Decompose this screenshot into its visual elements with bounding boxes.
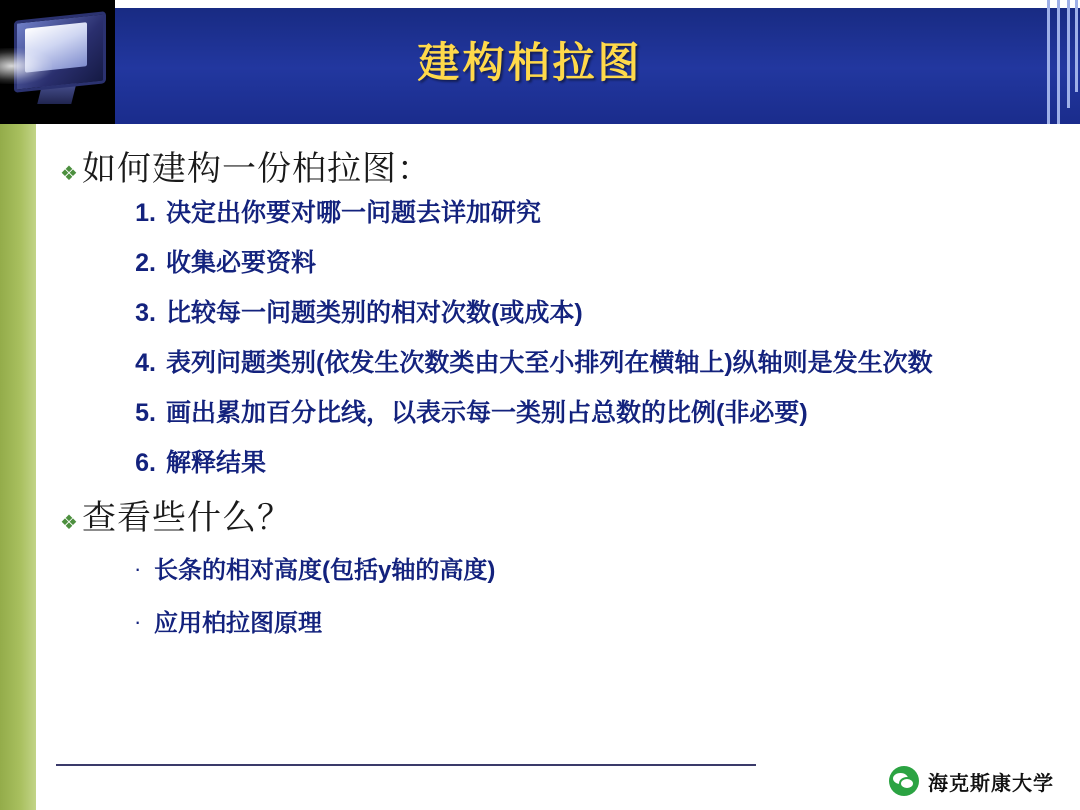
diamond-bullet-icon: ❖: [60, 511, 78, 534]
header-decoration-bars: [1040, 0, 1080, 124]
diamond-bullet-icon: ❖: [60, 163, 78, 185]
dash-list: [134, 555, 1056, 639]
list-item-label: 收集必要资料: [166, 248, 317, 277]
list-item-number: 1.: [135, 198, 156, 227]
section-heading-1: [56, 148, 1056, 191]
computer-monitor-icon: [0, 0, 115, 124]
list-item-number: 6.: [135, 448, 156, 477]
list-item: [118, 197, 1056, 230]
header-band: [0, 0, 1080, 124]
list-item: [118, 397, 1056, 430]
list-item-label: 表列问题类别(依发生次数类由大至小排列在横轴上)纵轴则是发生次数: [166, 348, 933, 377]
list-item-label: 画出累加百分比线，以表示每一类别占总数的比例(非必要): [166, 398, 808, 427]
list-item: [118, 447, 1056, 480]
list-item: [118, 347, 1056, 380]
section-heading-2: [56, 497, 1056, 540]
section-heading-1-label: 如何建构一份柏拉图：: [82, 150, 432, 188]
page-title: 建构柏拉图: [417, 39, 643, 86]
numbered-list: [118, 197, 1056, 480]
dot-bullet-icon: ·: [134, 556, 142, 581]
left-stripe-gap: [36, 124, 44, 810]
list-item: [118, 247, 1056, 280]
list-item-number: 2.: [135, 248, 156, 277]
list-item-label: 长条的相对高度(包括y轴的高度): [154, 557, 496, 584]
header-top-edge: [0, 0, 1080, 8]
list-item-label: 应用柏拉图原理: [154, 610, 322, 638]
list-item-label: 决定出你要对哪一问题去详加研究: [166, 198, 542, 227]
wechat-icon: [889, 766, 919, 796]
footer-divider: [56, 764, 756, 766]
list-item-number: 5.: [135, 398, 156, 427]
list-item: [134, 555, 1056, 586]
monitor-glow-icon: [0, 48, 52, 84]
footer-brand-label: 海克斯康大学: [928, 772, 1054, 795]
dot-bullet-icon: ·: [134, 609, 142, 635]
list-item-label: 比较每一问题类别的相对次数(或成本): [166, 298, 583, 327]
list-item: [134, 608, 1056, 639]
list-item-number: 4.: [135, 348, 156, 377]
left-green-stripe: [0, 124, 36, 810]
list-item-number: 3.: [135, 298, 156, 327]
list-item-label: 解释结果: [166, 448, 267, 477]
section-heading-2-label: 查看些什么？: [82, 498, 292, 537]
slide-content: [56, 140, 1056, 661]
list-item: [118, 297, 1056, 330]
footer-brand: [889, 766, 1054, 796]
